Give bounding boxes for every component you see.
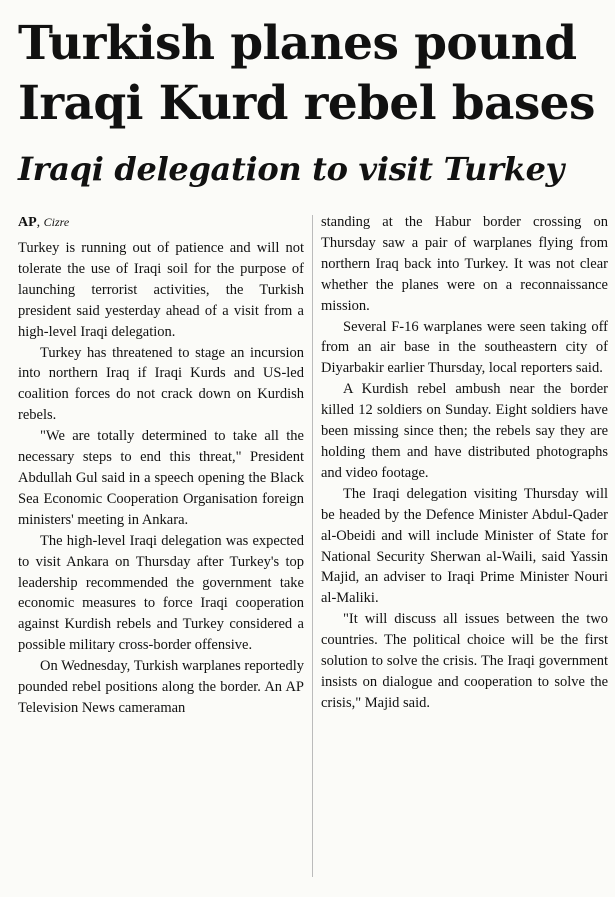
paragraph: Turkey has threatened to stage an incursion into northern Iraq if Iraqi Kurds and US-led coalition forces do not crack down on Kurdish rebels. [18,344,304,424]
paragraph: "It will discuss all issues between the two countries. The political choice will be the first solution to solve the crisis. The Iraqi government insists on dialogue and cooperation to solve the crisis," Majid said. [321,611,608,711]
paragraph: "We are totally determined to take all the necessary steps to end this threat," President Abdullah Gul said in a speech opening the Black Sea Economic Cooperation Organisation foreign ministers' meeting in Ankara. [18,428,304,528]
article-column-2 [321,212,608,714]
byline: AP, Cizre [18,215,70,230]
subheadline: Iraqi delegation to visit Turkey [18,150,564,188]
headline: Turkish planes pound Iraqi Kurd rebel bases [18,16,595,131]
article-column-1 [18,212,304,719]
paragraph: The high-level Iraqi delegation was expected to visit Ankara on Thursday after Turkey's top leadership recommended the government take economic measures to force Iraqi cooperation against Kurdish rebels and Turkey considered a possible military cross-border offensive. [18,532,304,654]
byline-agency: AP [18,215,37,230]
paragraph: Several F-16 warplanes were seen taking off from an air base in the southeastern city of Diyarbakir earlier Thursday, local reporters said. [321,318,608,377]
paragraph: On Wednesday, Turkish warplanes reportedly pounded rebel positions along the border. An AP Television News cameraman [18,658,304,716]
column-divider [312,215,313,877]
paragraph: Turkey is running out of patience and will not tolerate the use of Iraqi soil for the purpose of launching terrorist activities, the Turkish president said yesterday ahead of a visit from a high-level Iraqi delegation. [18,240,304,340]
paragraph: standing at the Habur border crossing on Thursday saw a pair of warplanes flying from northern Iraq back into Turkey. It was not clear whether the planes were on a reconnaissance mission. [321,214,608,314]
paragraph: The Iraqi delegation visiting Thursday will be headed by the Defence Minister Abdul-Qader al-Obeidi and will include Minister of State for National Security Sherwan al-Waili, said Yassin Majid, an adviser to Iraqi Prime Minister Nouri al-Maliki. [321,485,608,607]
byline-place: Cizre [43,215,70,229]
paragraph: A Kurdish rebel ambush near the border killed 12 soldiers on Sunday. Eight soldiers have been missing since then; the rebels say they are holding them and have distributed photographs and video footage. [321,381,608,481]
